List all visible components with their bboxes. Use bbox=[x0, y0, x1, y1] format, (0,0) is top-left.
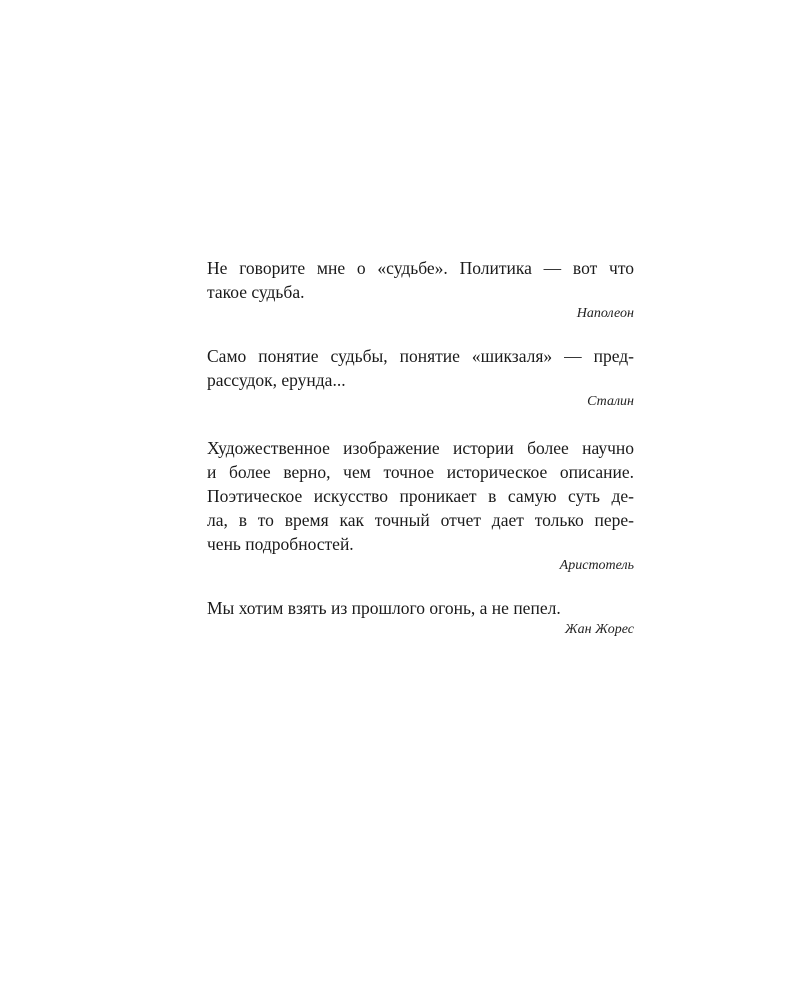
quote-line: Само понятие судьбы, понятие «шикзаля» — пред- bbox=[207, 346, 634, 366]
quote-line: такое судьба. bbox=[207, 282, 305, 302]
epigraph-stalin bbox=[207, 344, 634, 412]
quote-line: ла, в то время как точный отчет дает только пере- bbox=[207, 510, 634, 530]
quote-line: Мы хотим взять из прошлого огонь, а не пепел. bbox=[207, 598, 561, 618]
epigraphs-block bbox=[207, 256, 634, 640]
quote-author: Аристотель bbox=[559, 558, 634, 573]
epigraph-aristotle bbox=[207, 436, 634, 576]
quote-line: чень подробностей. bbox=[207, 534, 354, 554]
quote-author: Сталин bbox=[587, 394, 634, 409]
quote-line: Поэтическое искусство проникает в самую суть де- bbox=[207, 486, 634, 506]
quote-line: рассудок, ерунда... bbox=[207, 370, 346, 390]
quote-author: Наполеон bbox=[576, 306, 634, 321]
quote-author: Жан Жорес bbox=[564, 622, 634, 637]
quote-line: Художественное изображение истории более научно bbox=[207, 438, 634, 458]
quote-line: Не говорите мне о «судьбе». Политика — вот что bbox=[207, 258, 634, 278]
quote-line: и более верно, чем точное историческое описание. bbox=[207, 462, 634, 482]
epigraph-jaures bbox=[207, 596, 634, 640]
epigraph-napoleon bbox=[207, 256, 634, 324]
